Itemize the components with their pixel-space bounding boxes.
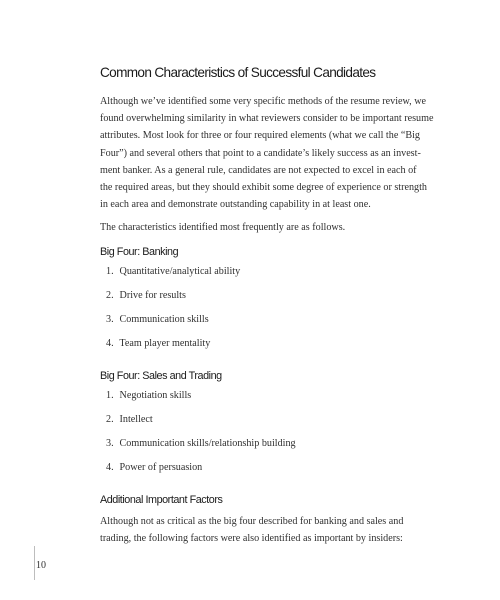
- list-text: Drive for results: [119, 289, 186, 301]
- page-content: [100, 64, 434, 553]
- list-number: 2.: [106, 413, 114, 425]
- list-item: [100, 437, 406, 461]
- folio-rule: [34, 546, 35, 580]
- list-item: [100, 289, 406, 313]
- list-text: Power of persuasion: [119, 461, 203, 473]
- list-number: 4.: [106, 337, 114, 349]
- lead-in-paragraph: [100, 219, 406, 236]
- list-number: 4.: [106, 461, 114, 473]
- additional-line: Although not as critical as the big four described for banking and sales and: [100, 515, 404, 527]
- list-text: Negotiation skills: [119, 389, 192, 401]
- banking-list: [100, 265, 406, 361]
- intro-paragraph: [100, 93, 434, 213]
- list-item: [100, 313, 406, 337]
- section-heading: Common Characteristics of Successful Candidates: [100, 65, 376, 80]
- additional-line: trading, the following factors were also identified as important by insiders:: [100, 532, 403, 544]
- list-text: Team player mentality: [119, 337, 211, 349]
- page-number: 10: [36, 560, 46, 571]
- intro-line: Although we’ve identified some very specific methods of the resume review, we: [100, 96, 427, 107]
- intro-line: attributes. Most look for three or four required elements (what we call the “Big: [100, 130, 420, 142]
- list-number: 2.: [106, 289, 114, 301]
- additional-paragraph: [100, 513, 406, 547]
- intro-line: in each area and demonstrate outstanding capability in at least one.: [100, 199, 371, 211]
- list-number: 3.: [106, 313, 114, 325]
- sales-trading-list: [100, 389, 406, 485]
- list-number: 1.: [106, 265, 114, 277]
- lead-in-line: The characteristics identified most frequently are as follows.: [100, 222, 346, 234]
- list-item: [100, 461, 406, 485]
- list-item: [100, 389, 406, 413]
- list-text: Communication skills/relationship building: [119, 437, 296, 449]
- list-text: Communication skills: [119, 313, 209, 325]
- intro-line: Four”) and several others that point to a candidate’s likely success as an invest-: [100, 147, 421, 159]
- intro-line: ment banker. As a general rule, candidates are not expected to excel in each of: [100, 164, 417, 176]
- intro-line: found overwhelming similarity in what reviewers consider to be important resume: [100, 113, 434, 125]
- list-text: Intellect: [119, 413, 153, 425]
- list-number: 3.: [106, 437, 114, 449]
- list-text: Quantitative/analytical ability: [119, 265, 241, 277]
- banking-heading: Big Four: Banking: [100, 245, 179, 258]
- additional-heading: Additional Important Factors: [100, 493, 223, 506]
- list-item: [100, 413, 406, 437]
- sales-trading-heading: Big Four: Sales and Trading: [100, 369, 222, 382]
- list-number: 1.: [106, 389, 114, 401]
- list-item: [100, 337, 406, 361]
- intro-line: the required areas, but they should exhibit some degree of experience or strength: [100, 182, 427, 194]
- list-item: [100, 265, 406, 289]
